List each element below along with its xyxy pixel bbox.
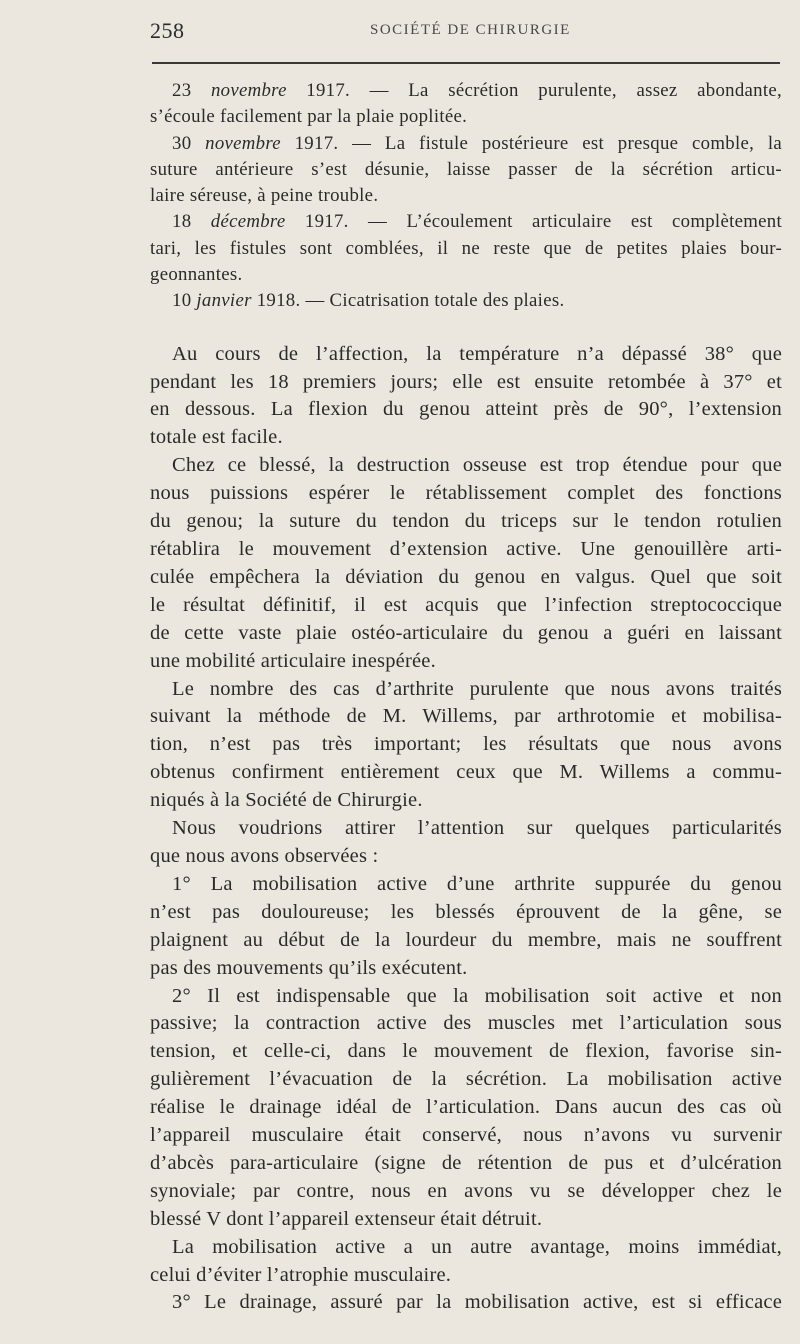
text-line: pendant les 18 premiers jours; elle est ensuite retombée à 37° et xyxy=(150,370,782,393)
entry-text: Cicatrisation totale des plaies. xyxy=(329,290,565,312)
paragraph xyxy=(150,1289,782,1317)
entry-date xyxy=(172,133,385,154)
text-line: La mobilisation active a un autre avantage, moins immédiat, xyxy=(172,1235,782,1258)
entry-text: La fistule postérieure est presque comble, la xyxy=(384,132,782,154)
text-line: pas des mouvements qu’ils exécutent. xyxy=(150,956,468,979)
paragraphs xyxy=(150,341,782,1318)
date-day: 23 xyxy=(172,80,211,101)
date-month: décembre xyxy=(210,211,286,233)
text-line: 1° La mobilisation active d’une arthrite suppurée du genou xyxy=(172,872,782,895)
entry-text: La sécrétion purulente, assez abondante, xyxy=(408,80,783,101)
paragraph xyxy=(150,1234,782,1290)
paragraph xyxy=(150,815,782,871)
text-line: culée empêchera la déviation du genou en valgus. Quel que soit xyxy=(150,565,782,588)
text-line: obtenus confirment entièrement ceux que M. Willems a commu- xyxy=(150,761,782,784)
text-line: le résultat définitif, il est acquis que l’infection streptococcique xyxy=(150,593,782,616)
date-month: janvier xyxy=(196,290,252,312)
text-line xyxy=(150,288,782,314)
header-rule xyxy=(152,62,780,64)
text-line: plaignent au début de la lourdeur du membre, mais ne souffrent xyxy=(150,928,782,951)
text-line: 3° Le drainage, assuré par la mobilisation active, est si efficace xyxy=(172,1291,782,1314)
text-line: passive; la contraction active des muscles met l’articulation sous xyxy=(150,1012,782,1035)
date-day: 30 xyxy=(172,132,206,154)
text-line: d’abcès para-articulaire (signe de rétention de pus et d’ulcération xyxy=(150,1151,782,1174)
entry xyxy=(150,209,782,288)
paragraph xyxy=(150,983,782,1234)
page-number: 258 xyxy=(150,18,185,43)
text-line: en dessous. La flexion du genou atteint près de 90°, l’extension xyxy=(150,398,782,421)
text-line: l’appareil musculaire était conservé, nous n’avons vu survenir xyxy=(150,1124,782,1147)
dated-entries xyxy=(150,78,782,315)
date-day: 18 xyxy=(172,211,211,233)
date-day: 10 xyxy=(172,290,197,312)
text-line: tension, et celle-ci, dans le mouvement de flexion, favorise sin- xyxy=(150,1040,782,1063)
entry-date xyxy=(172,211,407,232)
entry-text: L’écoulement articulaire est complètement xyxy=(406,211,782,233)
entry xyxy=(150,288,782,314)
date-year: 1917. — xyxy=(286,80,409,101)
text-line: celui d’éviter l’atrophie musculaire. xyxy=(150,1263,452,1286)
text-line: tari, les fistules sont comblées, il ne reste que de petites plaies bour- xyxy=(150,237,782,259)
entry-date xyxy=(172,290,330,311)
text-line: totale est facile. xyxy=(150,426,283,449)
text-line: blessé V dont l’appareil extenseur était détruit. xyxy=(150,1207,543,1230)
date-month: novembre xyxy=(205,132,281,154)
date-year: 1918. — xyxy=(251,290,330,312)
text-line: suivant la méthode de M. Willems, par arthrotomie et mobilisa- xyxy=(150,705,782,728)
text-line: niqués à la Société de Chirurgie. xyxy=(150,789,423,812)
text-line: Nous voudrions attirer l’attention sur quelques particularités xyxy=(172,817,782,840)
entry xyxy=(150,78,782,131)
text-line xyxy=(150,78,782,104)
text-body xyxy=(150,78,782,1317)
text-line: Au cours de l’affection, la température n’a dépassé 38° que xyxy=(172,342,782,365)
running-head: SOCIÉTÉ DE CHIRURGIE xyxy=(370,22,571,38)
text-line: 2° Il est indispensable que la mobilisation soit active et non xyxy=(172,984,782,1007)
text-line: que nous avons observées : xyxy=(150,844,379,867)
text-line: nous puissions espérer le rétablissement complet des fonctions xyxy=(150,482,782,505)
text-line: s’écoule facilement par la plaie poplitée. xyxy=(150,106,468,128)
paragraph xyxy=(150,341,782,453)
text-line: une mobilité articulaire inespérée. xyxy=(150,649,436,672)
text-line: synoviale; par contre, nous en avons vu se développer chez le xyxy=(150,1179,782,1202)
text-line: Le nombre des cas d’arthrite purulente que nous avons traités xyxy=(172,677,782,700)
entry xyxy=(150,131,782,210)
text-line: réalise le drainage idéal de l’articulation. Dans aucun des cas où xyxy=(150,1096,782,1119)
paragraph xyxy=(150,871,782,983)
text-line xyxy=(150,209,782,235)
page-header xyxy=(150,18,780,46)
text-line: rétablira le mouvement d’extension active. Une genouillère arti- xyxy=(150,538,782,561)
text-line: Chez ce blessé, la destruction osseuse est trop étendue pour que xyxy=(172,454,782,477)
date-month: novembre xyxy=(210,80,287,101)
text-line: n’est pas douloureuse; les blessés éprouvent de la gêne, se xyxy=(150,900,782,923)
paragraph xyxy=(150,452,782,675)
entry-date xyxy=(172,80,408,101)
text-line xyxy=(150,131,782,157)
paragraph xyxy=(150,676,782,816)
text-line: gulièrement l’évacuation de la sécrétion. La mobilisation active xyxy=(150,1068,782,1091)
text-line: du genou; la suture du tendon du triceps sur le tendon rotulien xyxy=(150,510,782,533)
text-line: de cette vaste plaie ostéo-articulaire du genou a guéri en laissant xyxy=(150,621,782,644)
text-line: laire séreuse, à peine trouble. xyxy=(150,185,379,207)
text-line: suture antérieure s’est désunie, laisse passer de la sécrétion articu- xyxy=(150,158,782,180)
text-line: geonnantes. xyxy=(150,264,243,286)
date-year: 1917. — xyxy=(285,211,407,233)
text-line: tion, n’est pas très important; les résultats que nous avons xyxy=(150,733,782,756)
date-year: 1917. — xyxy=(280,132,385,154)
